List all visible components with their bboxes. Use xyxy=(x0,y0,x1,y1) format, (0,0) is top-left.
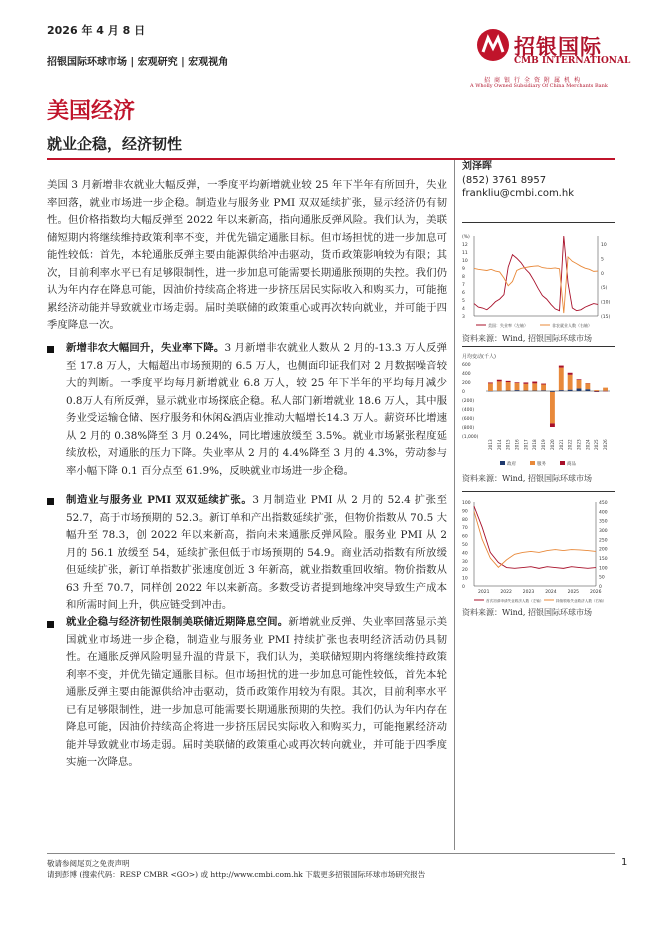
chart-payrolls-by-sector xyxy=(460,350,615,468)
chart2-top-rule xyxy=(462,346,615,347)
chart1-ytick-right: 5 xyxy=(601,257,604,263)
chart1-ytick-left: 11 xyxy=(462,251,468,256)
chart2-bar-服务 xyxy=(603,388,608,391)
chart1-ytick-left: 8 xyxy=(462,275,465,280)
bullet-1-text: 3 月新增非农就业人数从 2 月的-13.3 万人反弹至 17.8 万人，大幅超出市场预期的 6.5 万人，也侧面印证我们对 2 月数据噪音较大的判断。一季度平均每月新增就业 6.8 万人，较 25 年下半年的平均每月减少0.8万人有所反弹，显示就业市场探底企稳。私人部门新增就业 18.6 万人，其中服务业受运输仓储、医疗服务和休闲&酒店业推动大幅增长14.3 万人。薪资环比增速从 2 月的 0.38%降至 3 月 0.24%，同比增速放缓至 3.5%。就业市场紧张程度延续放松，对通胀的压力下降。失业率从 2 月的 4.4%降至 3 月的 4.3%，劳动参与率小幅下降 0.1 百分点至 61.9%，反映就业市场进一步企稳。 xyxy=(66,342,448,477)
chart2-bar-政府 xyxy=(568,390,573,391)
chart1-ytick-right: (10) xyxy=(601,300,611,306)
chart2-bar-服务 xyxy=(488,383,493,391)
chart3-ytick-left: 0 xyxy=(462,585,465,590)
chart2-xtick: 2023 xyxy=(576,439,582,450)
chart2-xtick: 2016 xyxy=(514,439,520,450)
chart2-svg xyxy=(460,350,615,468)
chart2-ytick: 200 xyxy=(462,381,471,386)
chart2-bar-商品 xyxy=(497,380,502,382)
chart2-bar-商品 xyxy=(541,384,546,385)
chart3-ytick-right: 400 xyxy=(599,510,608,516)
chart3-series-continuing-claims xyxy=(474,511,596,567)
bullet-2 xyxy=(66,492,447,615)
report-subtitle: 就业企稳，经济韧性 xyxy=(47,135,183,153)
chart2-bar-服务 xyxy=(497,381,502,390)
chart1-ytick-left: 3 xyxy=(462,315,465,320)
bullet-1-heading: 新增非农大幅回升，失业率下降。 xyxy=(66,342,225,354)
chart2-xtick: 2019 xyxy=(541,439,547,450)
chart1-ytick-left: 5 xyxy=(462,299,465,304)
footer-disclaimer: 敬请参阅尾页之免责声明 xyxy=(47,859,130,868)
chart2-bar-商品 xyxy=(523,382,528,383)
chart3-ytick-left: 40 xyxy=(462,551,468,557)
chart2-bar-政府 xyxy=(577,389,582,391)
author-block xyxy=(462,160,574,201)
bullet-3-heading: 就业企稳与经济韧性限制美联储近期降息空间。 xyxy=(66,616,289,628)
chart2-xtick: 2025 xyxy=(594,439,600,450)
chart3-svg xyxy=(460,496,615,606)
chart1-ytick-left: 12 xyxy=(462,243,468,248)
chart2-bar-服务 xyxy=(559,368,564,391)
chart3-legend-1: 首次初请申请失业救济人数（左轴） xyxy=(486,599,544,603)
chart2-legend: 政府 xyxy=(507,462,516,467)
chart2-bar-商品 xyxy=(550,423,555,427)
chart2-bar-服务 xyxy=(515,383,520,390)
author-phone: (852) 3761 8957 xyxy=(462,174,547,186)
chart3-source: 资料来源：Wind, 招银国际环球市场 xyxy=(462,608,592,617)
chart2-bar-商品 xyxy=(506,381,511,382)
chart2-legend: 服务 xyxy=(537,462,546,467)
author-name: 刘泽晖 xyxy=(462,161,492,172)
chart3-ytick-right: 450 xyxy=(599,501,608,506)
chart2-xtick: 2024 xyxy=(585,439,591,450)
chart2-bar-服务 xyxy=(523,384,528,391)
chart1-ytick-right: 10 xyxy=(601,243,607,248)
chart-jobless-claims xyxy=(460,496,615,606)
chart1-ytick-left: (%) xyxy=(462,235,470,240)
chart3-ytick-left: 30 xyxy=(462,559,468,565)
chart2-xtick: 2015 xyxy=(505,439,511,450)
chart3-top-rule xyxy=(462,491,615,492)
bullet-2-heading: 制造业与服务业 PMI 双双延续扩张。 xyxy=(66,494,253,506)
chart3-legend-2: 持续领取失业救济人数（右轴） xyxy=(556,599,607,603)
chart2-bar-服务 xyxy=(585,383,590,389)
chart-unemployment xyxy=(460,228,615,333)
footer-bloomberg: 请到彭博 (搜索代码：RESP CMBR <GO>) 或 http://www.cmbi.com.hk 下载更多招银国际环球市场研究报告 xyxy=(47,870,426,879)
chart2-bar-服务 xyxy=(550,392,555,424)
chart1-series-unemployment xyxy=(474,236,598,311)
chart2-bar-商品 xyxy=(568,373,573,375)
chart1-ytick-right: (15) xyxy=(601,315,611,320)
chart2-xtick: 2014 xyxy=(496,439,502,450)
chart3-ytick-left: 20 xyxy=(462,568,468,574)
chart2-xtick: 2026 xyxy=(603,439,609,450)
logo-chinese: 招银国际 xyxy=(514,34,602,59)
bullet-icon xyxy=(47,345,59,357)
chart2-ytick: (600) xyxy=(462,417,475,422)
chart3-ytick-right: 350 xyxy=(599,519,608,525)
chart3-ytick-right: 200 xyxy=(599,547,608,553)
footer-divider xyxy=(47,853,615,854)
chart2-bar-商品 xyxy=(559,366,564,368)
chart1-ytick-left: 4 xyxy=(462,307,465,312)
chart1-ytick-left: 9 xyxy=(462,267,465,272)
chart2-xtick: 2017 xyxy=(523,439,529,450)
chart3-ytick-left: 60 xyxy=(462,534,468,540)
report-title: 美国经济 xyxy=(47,98,136,124)
chart3-ytick-right: 300 xyxy=(599,529,608,534)
chart3-ytick-right: 100 xyxy=(599,566,608,572)
report-date: 2026 年 4 月 8 日 xyxy=(47,24,146,37)
chart1-legend-1: 美国：失业率（左轴） xyxy=(488,323,528,328)
bullet-2-text: 3 月制造业 PMI 从 2 月的 52.4 扩张至 52.7，高于市场预期的 52.3。新订单和产出指数延续扩张，但物价指数从 70.5 大幅升至 78.3，创 2022 年以来新高，指向未来通胀反弹风险。服务业 PMI 从 2 月的 56.1 放缓至 54，延续扩张但低于市场预期的 54.9。商业活动指数有所放缓但延续扩张，新订单指数扩张速度创近 3 年新高，就业指数重回收缩。物价指数从 63 升至 70.7，同样创 2022 年以来新高。多数受访者提到地缘冲突导致生产成本和所需时间上升，供应链受到冲击。 xyxy=(66,494,447,611)
chart3-ytick-right: 250 xyxy=(599,538,608,544)
author-email[interactable]: frankliu@cmbi.com.hk xyxy=(462,188,574,199)
chart2-legend-swatch xyxy=(500,461,505,465)
logo-subtitle-cn: 招商银行全资附属机构 xyxy=(484,77,585,84)
chart1-ytick-left: 7 xyxy=(462,283,465,288)
chart2-ytick: (800) xyxy=(462,426,475,431)
logo-subtitle-en: A Wholly Owned Subsidiary Of China Merchants Bank xyxy=(470,83,608,89)
chart2-xtick: 2022 xyxy=(567,439,573,450)
chart2-xtick: 2021 xyxy=(558,439,564,450)
chart2-bar-政府 xyxy=(559,390,564,391)
bullet-3-text: 新增就业反弹、失业率回落显示美国就业市场进一步企稳，制造业与服务业 PMI 持续扩张也表明经济活动仍具韧性。在通胀反弹风险明显升温的背景下，我们认为，美联储短期内将继续维持政策利率不变，并优先锚定通胀目标。但市场担忧的进一步加息可能性较低，首先本轮通胀反弹主要由能源供给冲击驱动，货币政策作用较为有限。其次，目前利率水平已有足够限制性，进一步加息可能需要长期通胀预期的失控。我们仍认为年内存在降息可能，因油价持续高企将进一步挤压居民实际收入和购买力，可能拖累经济动能并导致就业市场走弱。届时美联储的政策重心或再次转向就业，并可能于四季度实施一次降息。 xyxy=(66,616,448,768)
chart2-bar-商品 xyxy=(488,382,493,383)
summary-paragraph: 美国 3 月新增非农就业大幅反弹，一季度平均新增就业较 25 年下半年有所回升，失业率回落，就业市场进一步企稳。制造业与服务业 PMI 双双延续扩张，显示经济仍有韧性。但价格指数均大幅反弹至 2022 年以来新高，指向通胀反弹风险。我们认为，美联储短期内将继续维持政策利率不变，并优先锚定通胀目标。但市场担忧的进一步加息可能性较低：首先，本轮通胀反弹主要由能源供给冲击驱动，货币政策影响较为有限；其次，目前利率水平已有足够限制性，进一步加息可能需要长期通胀预期的失控。我们仍认为年内存在降息可能，因油价持续高企将进一步挤压居民实际收入和购买力，可能拖累经济动能并导致就业市场走弱。届时美联储的政策重心或再次转向就业，并可能于四季度降息一次。 xyxy=(47,179,447,331)
chart1-ytick-right: (5) xyxy=(601,286,608,292)
chart2-bar-服务 xyxy=(541,384,546,390)
breadcrumb: 招银国际环球市场 | 宏观研究 | 宏观视角 xyxy=(47,57,229,68)
chart1-source: 资料来源：Wind, 招银国际环球市场 xyxy=(462,334,592,343)
chart2-bar-服务 xyxy=(594,390,599,391)
chart2-bar-政府 xyxy=(541,390,546,391)
chart2-bar-政府 xyxy=(585,389,590,391)
chart2-ytick: 600 xyxy=(462,363,471,368)
chart2-legend-swatch xyxy=(530,461,535,465)
chart1-ytick-left: 10 xyxy=(462,259,468,264)
chart2-ytick: 0 xyxy=(462,390,465,395)
chart2-source: 资料来源：Wind, 招银国际环球市场 xyxy=(462,474,592,483)
chart2-xtick: 2013 xyxy=(487,439,493,450)
chart2-legend-swatch xyxy=(560,461,565,465)
chart1-ytick-right: 0 xyxy=(601,271,604,277)
chart3-ytick-left: 100 xyxy=(462,501,471,506)
chart3-ytick-right: 0 xyxy=(599,585,602,590)
chart3-ytick-left: 90 xyxy=(462,509,468,515)
chart3-xtick: 2021 xyxy=(478,590,490,595)
chart2-xtick: 2020 xyxy=(549,439,555,450)
chart3-ytick-left: 80 xyxy=(462,517,468,523)
bullet-icon xyxy=(47,620,59,632)
chart2-bar-政府 xyxy=(515,390,520,391)
chart3-ytick-left: 50 xyxy=(462,543,468,548)
chart2-bar-服务 xyxy=(506,382,511,391)
chart2-title: 月均变动(千人) xyxy=(462,354,496,360)
chart1-legend-2: 非农就业人数（右轴） xyxy=(552,323,592,328)
chart2-bar-商品 xyxy=(577,379,582,380)
chart2-ytick: 400 xyxy=(462,372,471,377)
chart2-legend: 商品 xyxy=(567,462,576,467)
chart1-ytick-left: 6 xyxy=(462,291,465,296)
chart2-bar-服务 xyxy=(577,380,582,389)
chart3-xtick: 2023 xyxy=(522,590,535,595)
cmbi-logo-icon xyxy=(476,28,510,62)
chart3-ytick-left: 70 xyxy=(462,526,468,532)
bullet-3 xyxy=(66,614,447,772)
chart1-svg xyxy=(460,228,615,333)
chart3-xtick: 2026 xyxy=(590,590,602,595)
chart2-bar-服务 xyxy=(568,375,573,390)
chart3-ytick-right: 150 xyxy=(599,557,608,562)
logo-english: CMB INTERNATIONAL xyxy=(514,56,631,66)
chart3-xtick: 2025 xyxy=(567,590,580,595)
chart2-bar-服务 xyxy=(532,383,537,390)
chart3-series-initial-claims xyxy=(474,506,596,568)
chart2-ytick: (200) xyxy=(462,399,475,404)
chart2-ytick: (400) xyxy=(462,408,475,413)
chart2-bar-商品 xyxy=(515,382,520,383)
chart2-ytick: (1,000) xyxy=(462,435,479,440)
chart3-ytick-left: 10 xyxy=(462,576,468,582)
bullet-icon xyxy=(47,497,59,509)
chart3-xtick: 2022 xyxy=(500,590,512,595)
column-divider xyxy=(454,160,455,850)
bullet-1 xyxy=(66,340,447,480)
chart1-top-rule xyxy=(462,222,615,223)
page-number: 1 xyxy=(621,857,628,868)
chart2-xtick: 2018 xyxy=(532,439,538,450)
chart3-ytick-right: 50 xyxy=(599,575,605,581)
chart3-xtick: 2024 xyxy=(545,590,557,595)
chart2-bar-商品 xyxy=(532,382,537,384)
chart2-bar-政府 xyxy=(550,391,555,392)
